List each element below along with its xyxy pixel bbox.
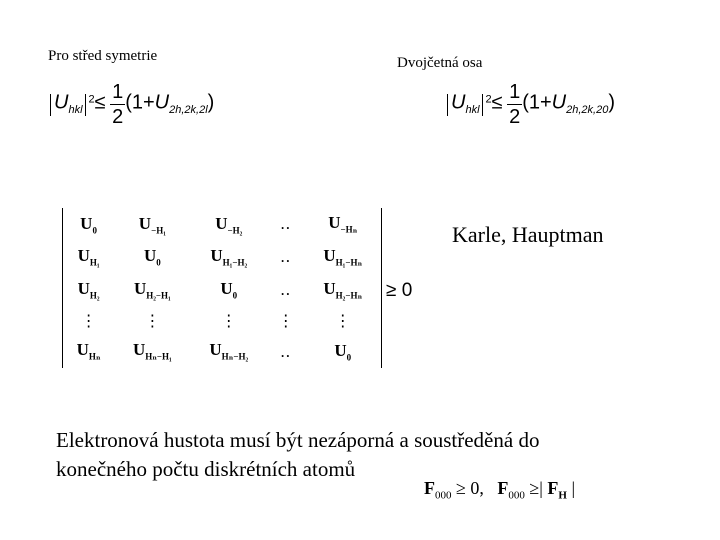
determinant-cell bbox=[267, 241, 305, 274]
label-twofold-axis: Dvojčetná osa bbox=[397, 55, 483, 71]
abs-bar-left bbox=[447, 94, 448, 116]
determinant-cell bbox=[63, 273, 114, 306]
cell-subscript: −H₂ bbox=[227, 225, 243, 236]
f000-b-sub: 000 bbox=[508, 489, 525, 502]
determinant-cell bbox=[63, 306, 114, 335]
formula-u2: U bbox=[551, 91, 567, 114]
determinant-row bbox=[63, 273, 381, 306]
formula-u: U bbox=[451, 91, 466, 114]
determinant-relation: ≥ 0 bbox=[386, 280, 413, 301]
cell-symbol: U bbox=[76, 340, 89, 360]
formula-fraction: $\frac{1}{2}$ bbox=[509, 81, 521, 128]
determinant-cell bbox=[114, 241, 190, 274]
determinant-cell bbox=[191, 241, 267, 274]
final-part1: ≥ 0, bbox=[451, 478, 498, 498]
abs-bar-right bbox=[482, 94, 483, 116]
cell-symbol: ⋮ bbox=[144, 312, 161, 330]
determinant-row bbox=[63, 335, 381, 368]
formula-u2-sub: 2h,2k,2l bbox=[169, 103, 208, 116]
determinant-cell bbox=[191, 273, 267, 306]
cell-subscript: H₁−Hₙ bbox=[335, 257, 363, 268]
cell-symbol: U bbox=[77, 279, 90, 299]
cell-symbol: .. bbox=[280, 214, 292, 234]
cell-symbol: U bbox=[334, 340, 347, 360]
formula-open: (1+ bbox=[125, 91, 155, 114]
determinant-cell bbox=[305, 273, 381, 306]
formula-close: ) bbox=[207, 91, 215, 114]
bottom-line-1: Elektronová hustota musí být nezáporná a soustředěná do bbox=[56, 428, 540, 452]
cell-symbol: U bbox=[80, 213, 93, 233]
cell-subscript: H₁−H₂ bbox=[222, 257, 248, 268]
determinant-cell bbox=[191, 306, 267, 335]
cell-symbol: U bbox=[143, 246, 157, 266]
determinant-cell bbox=[305, 208, 381, 241]
determinant-row bbox=[63, 306, 381, 335]
formula-fraction: $\frac{1}{2}$ bbox=[112, 81, 124, 128]
formula-close: ) bbox=[608, 91, 615, 114]
cell-symbol: ⋮ bbox=[220, 312, 237, 330]
cell-subscript: 0 bbox=[156, 257, 161, 268]
cell-subscript: 0 bbox=[232, 290, 238, 301]
formula-open: (1+ bbox=[522, 91, 552, 114]
karle-hauptman-determinant bbox=[62, 208, 382, 368]
formula-u-sub: hkl bbox=[465, 103, 480, 116]
determinant-cell bbox=[267, 208, 305, 241]
determinant-cell bbox=[63, 241, 114, 274]
abs-bar-left bbox=[50, 94, 51, 116]
label-center-symmetry: Pro střed symetrie bbox=[48, 48, 158, 64]
determinant-cell bbox=[191, 335, 267, 368]
formula-u2-sub: 2h,2k,20 bbox=[566, 103, 609, 116]
determinant-cell bbox=[267, 306, 305, 335]
formula-u2: U bbox=[154, 91, 170, 114]
label-authors: Karle, Hauptman bbox=[452, 222, 604, 247]
cell-subscript: Hₙ−H₁ bbox=[145, 351, 172, 362]
determinant-row bbox=[63, 208, 381, 241]
final-part2: ≥| bbox=[524, 478, 548, 498]
formula-u: U bbox=[54, 91, 69, 114]
determinant-cell bbox=[305, 241, 381, 274]
cell-symbol: U bbox=[328, 213, 341, 233]
determinant-cell bbox=[114, 306, 190, 335]
cell-symbol: .. bbox=[280, 247, 292, 267]
cell-symbol: U bbox=[133, 279, 147, 299]
cell-symbol: U bbox=[220, 279, 233, 299]
formula-sup: 2 bbox=[88, 93, 95, 106]
formula-leq: ≤ bbox=[491, 91, 503, 114]
cell-subscript: H₁ bbox=[89, 257, 100, 268]
cell-symbol: U bbox=[215, 213, 228, 233]
positivity-formula bbox=[424, 478, 575, 502]
abs-bar-right bbox=[85, 94, 86, 116]
determinant-cell bbox=[114, 335, 190, 368]
fh-sub: H bbox=[558, 489, 567, 502]
determinant-cell bbox=[114, 208, 190, 241]
formula-center-symmetry bbox=[50, 82, 214, 127]
final-part3: | bbox=[566, 478, 576, 498]
determinant-cell bbox=[191, 208, 267, 241]
determinant-cell bbox=[114, 273, 190, 306]
cell-symbol: .. bbox=[280, 279, 292, 299]
cell-subscript: 0 bbox=[92, 225, 97, 236]
cell-symbol: U bbox=[77, 246, 90, 266]
cell-symbol: ⋮ bbox=[334, 312, 351, 330]
cell-subscript: −H₁ bbox=[151, 225, 166, 236]
f000-b: F bbox=[497, 478, 509, 498]
cell-symbol: U bbox=[210, 246, 223, 266]
f000-a: F bbox=[424, 478, 435, 498]
formula-sup: 2 bbox=[485, 93, 492, 106]
determinant-cell bbox=[305, 306, 381, 335]
determinant-cell bbox=[63, 208, 114, 241]
determinant-table bbox=[63, 208, 381, 368]
cell-symbol: ⋮ bbox=[80, 312, 97, 330]
bottom-paragraph bbox=[56, 426, 656, 484]
determinant-cell bbox=[267, 273, 305, 306]
bottom-line-2: konečného počtu diskrétních atomů bbox=[56, 457, 356, 481]
formula-u-sub: hkl bbox=[68, 103, 83, 116]
formula-twofold-axis bbox=[447, 82, 615, 127]
cell-symbol: U bbox=[323, 245, 336, 265]
cell-subscript: Hₙ−H₂ bbox=[221, 351, 249, 362]
cell-subscript: Hₙ bbox=[88, 351, 101, 362]
determinant-cell bbox=[305, 335, 381, 368]
cell-symbol: U bbox=[132, 340, 146, 360]
f000-a-sub: 000 bbox=[435, 489, 452, 502]
cell-subscript: H₂−Hₙ bbox=[335, 289, 363, 300]
formula-leq: ≤ bbox=[94, 91, 106, 114]
determinant-cell bbox=[267, 335, 305, 368]
determinant-row bbox=[63, 241, 381, 274]
cell-subscript: −Hₙ bbox=[340, 224, 358, 235]
determinant-cell bbox=[63, 335, 114, 368]
cell-subscript: 0 bbox=[346, 352, 352, 363]
cell-subscript: H₂−H₁ bbox=[146, 290, 171, 301]
cell-symbol: U bbox=[138, 213, 152, 233]
cell-symbol: U bbox=[209, 340, 222, 360]
fh: F bbox=[547, 478, 559, 498]
cell-subscript: H₂ bbox=[89, 290, 100, 301]
cell-symbol: ⋮ bbox=[277, 312, 294, 330]
cell-symbol: U bbox=[323, 278, 336, 298]
cell-symbol: .. bbox=[280, 341, 292, 361]
